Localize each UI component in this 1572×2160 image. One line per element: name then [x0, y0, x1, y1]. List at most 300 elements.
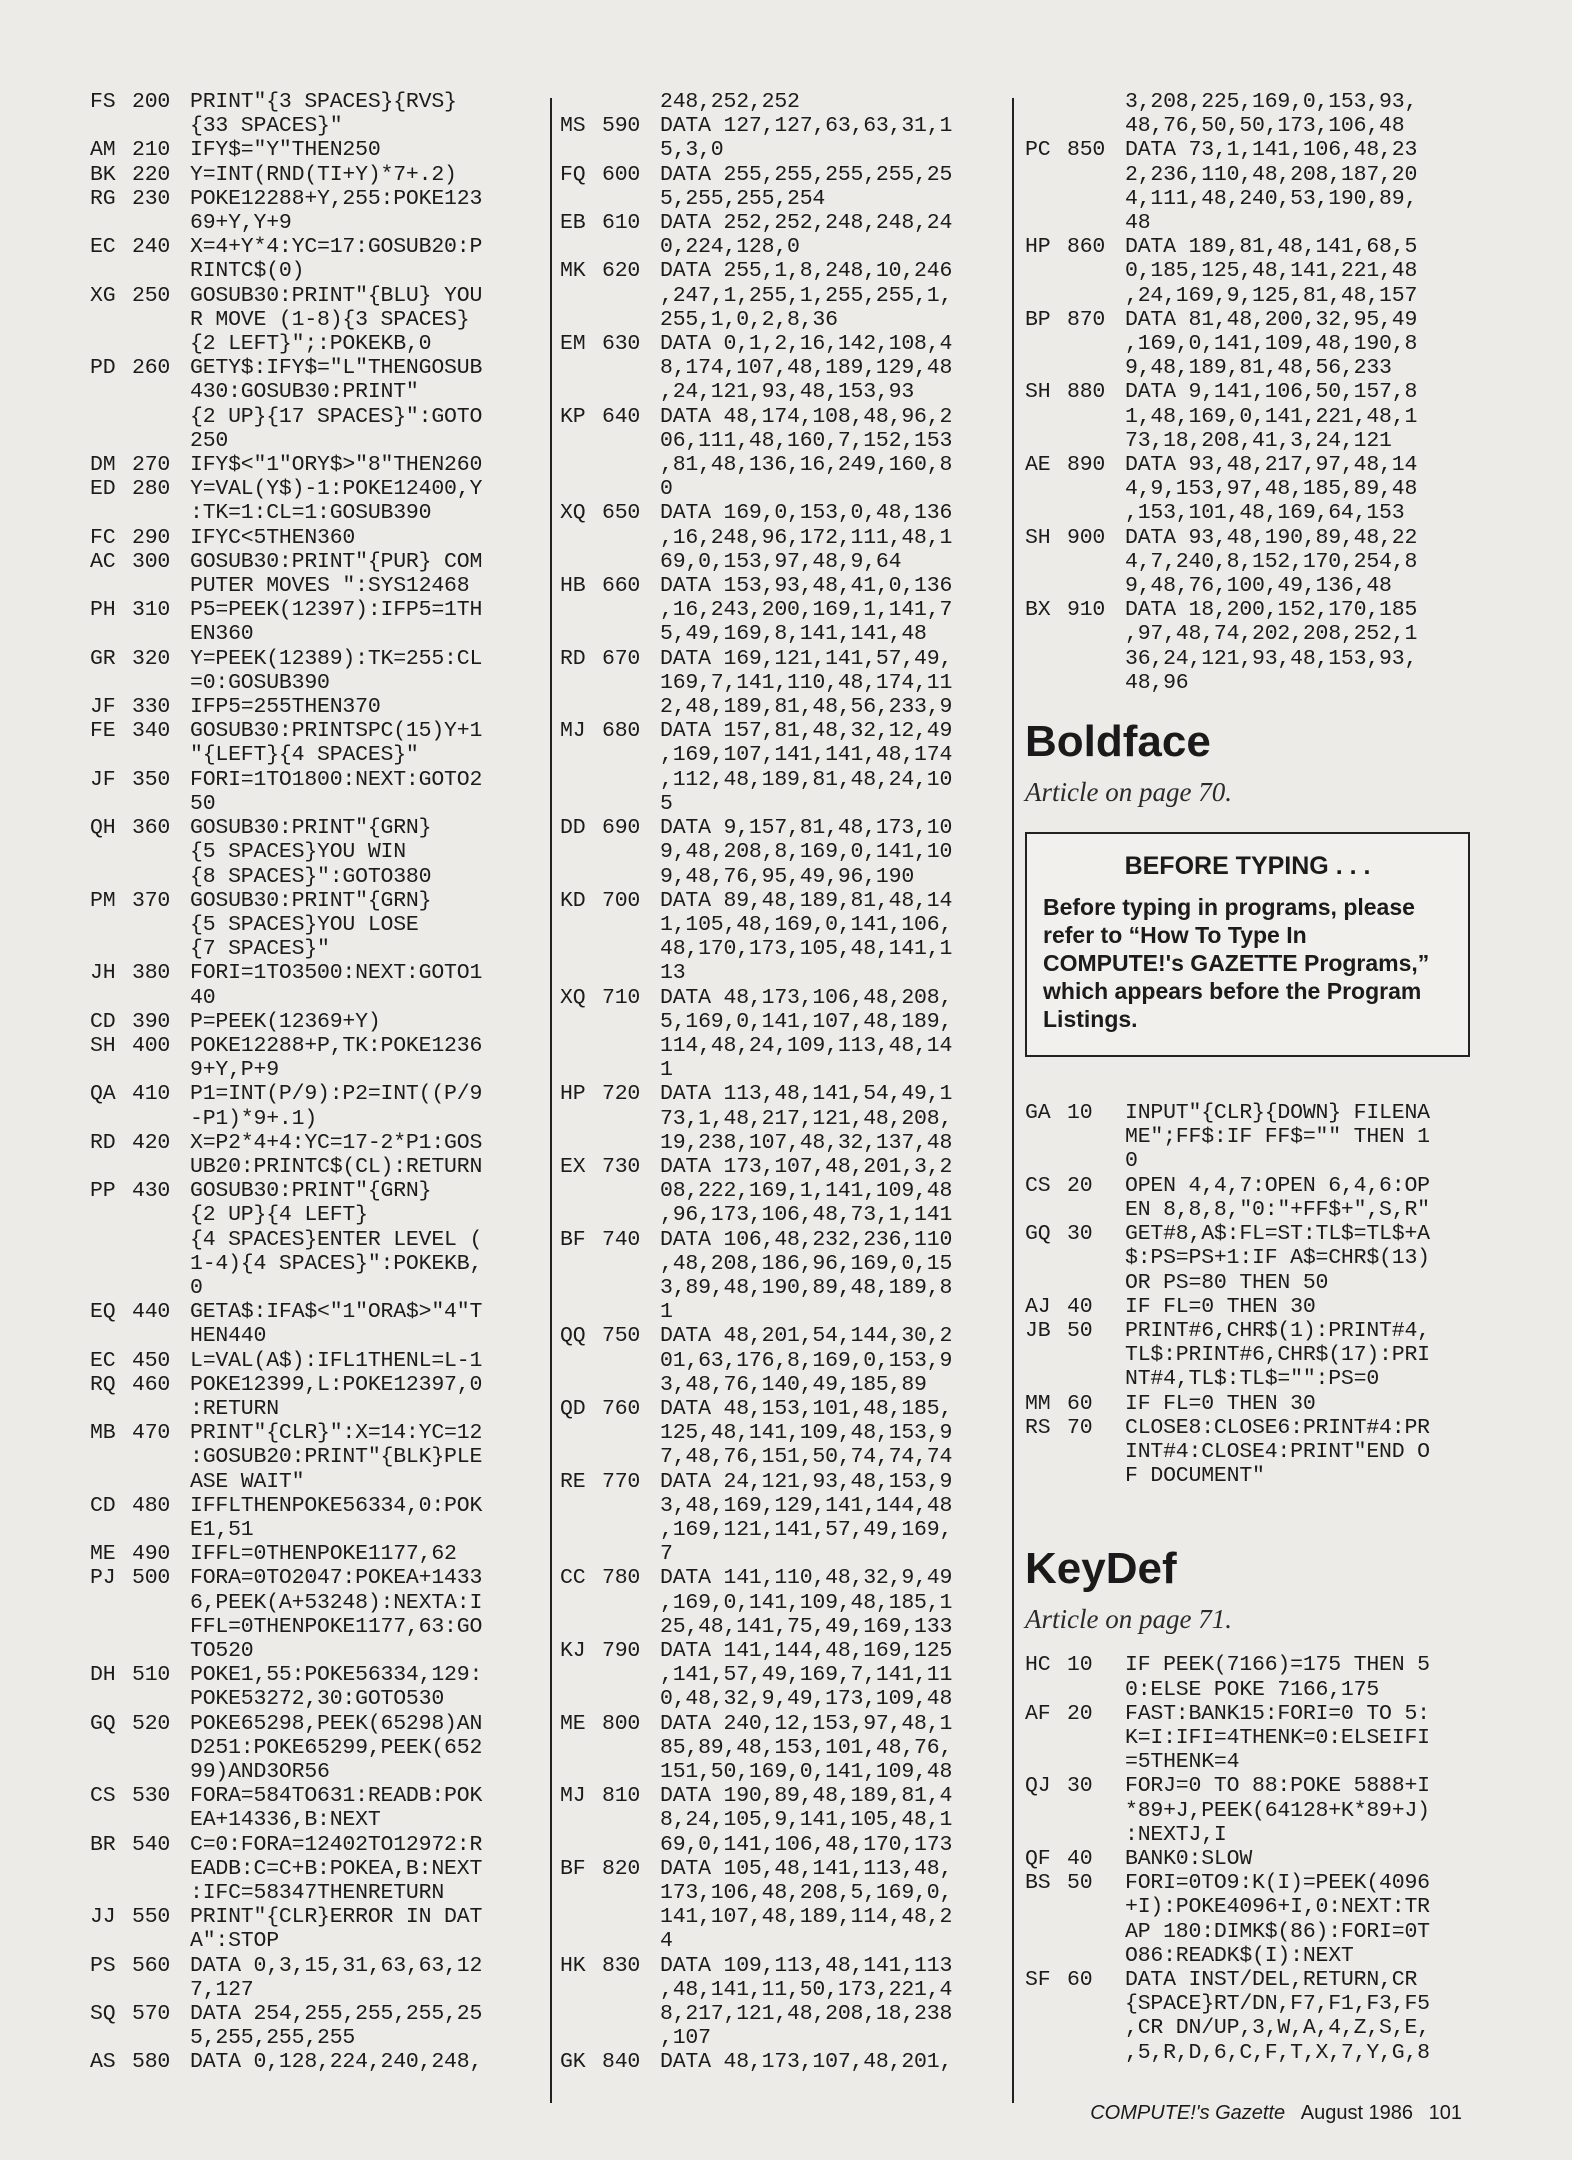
- checksum: [90, 1687, 132, 1711]
- code-line: [560, 1445, 1000, 1469]
- code-line: [1025, 1871, 1470, 1895]
- line-number: [602, 1905, 660, 1929]
- line-number: 30: [1067, 1774, 1093, 1799]
- checksum: HK: [560, 1953, 586, 1978]
- checksum: [1025, 1271, 1067, 1295]
- line-number: 640: [602, 404, 641, 429]
- line-number: [1067, 1149, 1125, 1173]
- code-line: [1025, 308, 1470, 332]
- checksum: QJ: [1025, 1774, 1051, 1799]
- code-line: [560, 1010, 1000, 1034]
- line-number: [602, 671, 660, 695]
- code-line: [1025, 1726, 1470, 1750]
- code-line: [90, 671, 545, 695]
- code-line: [90, 284, 545, 308]
- line-number: [1067, 671, 1125, 695]
- code-line: [560, 380, 1000, 404]
- line-number: [602, 526, 660, 550]
- line-number: [1067, 2016, 1125, 2040]
- line-number: [1067, 1678, 1125, 1702]
- code-line: [90, 719, 545, 743]
- code-line: [1025, 1222, 1470, 1246]
- code-line: [90, 356, 545, 380]
- code-text: ,96,173,106,48,73,1,141: [660, 1203, 953, 1228]
- code-line: [90, 1954, 545, 1978]
- line-number: [132, 1107, 190, 1131]
- code-line: [1025, 671, 1470, 695]
- code-text: IFP5=255THEN370: [190, 695, 381, 720]
- checksum: QA: [90, 1082, 116, 1107]
- line-number: [132, 1203, 190, 1227]
- line-number: 480: [132, 1493, 171, 1518]
- code-line: [560, 986, 1000, 1010]
- checksum: PP: [90, 1179, 116, 1204]
- code-text: 141,107,48,189,114,48,2: [660, 1905, 953, 1930]
- checksum: [560, 1808, 602, 1832]
- code-text: IFFLTHENPOKE56334,0:POK: [190, 1493, 483, 1518]
- code-line: [1025, 429, 1470, 453]
- checksum: RD: [560, 646, 586, 671]
- code-text: ,153,101,48,169,64,153: [1125, 501, 1405, 526]
- checksum: JB: [1025, 1318, 1051, 1343]
- line-number: [602, 1276, 660, 1300]
- code-text: 40: [190, 985, 216, 1010]
- line-number: 520: [132, 1711, 171, 1736]
- checksum: AM: [90, 138, 116, 163]
- code-line: [90, 1349, 545, 1373]
- code-line: [90, 1228, 545, 1252]
- checksum: [1025, 1944, 1067, 1968]
- code-text: 08,222,169,1,141,109,48: [660, 1179, 953, 1204]
- line-number: [132, 501, 190, 525]
- checksum: [90, 1252, 132, 1276]
- line-number: [602, 913, 660, 937]
- code-line: [560, 695, 1000, 719]
- line-number: 30: [1067, 1222, 1093, 1247]
- code-line: [90, 1179, 545, 1203]
- checksum: [1025, 356, 1067, 380]
- line-number: [132, 1615, 190, 1639]
- checksum: [560, 695, 602, 719]
- code-line: [560, 1542, 1000, 1566]
- code-line: [90, 1373, 545, 1397]
- line-number: [1067, 477, 1125, 501]
- checksum: [1025, 1246, 1067, 1270]
- checksum: [1025, 259, 1067, 283]
- line-number: 800: [602, 1711, 641, 1736]
- code-text: IFY$="Y"THEN250: [190, 138, 381, 163]
- line-number: [602, 1881, 660, 1905]
- checksum: EC: [90, 235, 116, 260]
- checksum: EM: [560, 332, 586, 357]
- line-number: [602, 1034, 660, 1058]
- code-text: =0:GOSUB390: [190, 670, 330, 695]
- code-text: EN 8,8,8,"0:"+FF$+",S,R": [1125, 1197, 1430, 1222]
- code-text: {2 LEFT}";:POKEKB,0: [190, 332, 432, 357]
- code-line: [560, 1373, 1000, 1397]
- code-text: 73,1,48,217,121,48,208,: [660, 1106, 953, 1131]
- code-text: DATA 173,107,48,201,3,2: [660, 1154, 953, 1179]
- checksum: DM: [90, 453, 116, 478]
- code-line: [560, 90, 1000, 114]
- code-line: [90, 1881, 545, 1905]
- code-text: 2,48,189,81,48,56,233,9: [660, 695, 953, 720]
- checksum: [90, 937, 132, 961]
- code-text: Y=PEEK(12389):TK=255:CL: [190, 646, 483, 671]
- line-number: [602, 1373, 660, 1397]
- code-text: 151,50,169,0,141,109,48: [660, 1760, 953, 1785]
- code-line: [560, 816, 1000, 840]
- code-text: 1: [660, 1058, 673, 1083]
- line-number: [602, 1929, 660, 1953]
- line-number: [1067, 1823, 1125, 1847]
- code-text: GETA$:IFA$<"1"ORA$>"4"T: [190, 1300, 483, 1325]
- code-text: "{LEFT}{4 SPACES}": [190, 743, 419, 768]
- checksum: SH: [1025, 380, 1051, 405]
- line-number: [1067, 405, 1125, 429]
- code-text: OR PS=80 THEN 50: [1125, 1270, 1329, 1295]
- line-number: 560: [132, 1953, 171, 1978]
- code-text: -P1)*9+.1): [190, 1106, 318, 1131]
- line-number: 250: [132, 283, 171, 308]
- code-text: HEN440: [190, 1324, 267, 1349]
- code-text: INPUT"{CLR}{DOWN} FILENA: [1125, 1101, 1430, 1126]
- checksum: [1025, 501, 1067, 525]
- line-number: 860: [1067, 235, 1106, 260]
- line-number: [132, 2026, 190, 2050]
- line-number: [1067, 1895, 1125, 1919]
- checksum: SF: [1025, 1967, 1051, 1992]
- line-number: 850: [1067, 138, 1106, 163]
- line-number: [1067, 114, 1125, 138]
- checksum: [90, 840, 132, 864]
- checksum: MM: [1025, 1391, 1051, 1416]
- checksum: [90, 1324, 132, 1348]
- checksum: [1025, 2016, 1067, 2040]
- code-line: [90, 865, 545, 889]
- line-number: 310: [132, 598, 171, 623]
- code-line: [560, 1954, 1000, 1978]
- line-number: [602, 235, 660, 259]
- code-text: TL$:PRINT#6,CHR$(17):PRI: [1125, 1343, 1430, 1368]
- code-line: [90, 308, 545, 332]
- code-line: [90, 1470, 545, 1494]
- code-text: DATA 0,3,15,31,63,63,12: [190, 1953, 483, 1978]
- code-line: [90, 1010, 545, 1034]
- code-line: [90, 1494, 545, 1518]
- code-line: [560, 114, 1000, 138]
- checksum: [90, 622, 132, 646]
- line-number: 210: [132, 138, 171, 163]
- code-line: [560, 574, 1000, 598]
- line-number: [602, 743, 660, 767]
- code-line: [560, 647, 1000, 671]
- code-line: [560, 622, 1000, 646]
- line-number: [602, 2002, 660, 2026]
- line-number: [602, 1833, 660, 1857]
- code-text: FORJ=0 TO 88:POKE 5888+I: [1125, 1774, 1430, 1799]
- line-number: 20: [1067, 1173, 1093, 1198]
- code-text: DATA 48,173,107,48,201,: [660, 2050, 953, 2075]
- code-line: [1025, 1944, 1470, 1968]
- code-text: ,141,57,49,169,7,141,11: [660, 1663, 953, 1688]
- code-text: 69,0,153,97,48,9,64: [660, 549, 902, 574]
- code-text: ,CR DN/UP,3,W,A,4,Z,S,E,: [1125, 2016, 1430, 2041]
- code-text: 8,24,105,9,141,105,48,1: [660, 1808, 953, 1833]
- line-number: 40: [1067, 1846, 1093, 1871]
- code-line: [560, 405, 1000, 429]
- code-text: DATA 9,141,106,50,157,8: [1125, 380, 1418, 405]
- code-line: [90, 792, 545, 816]
- checksum: [1025, 1367, 1067, 1391]
- checksum: [560, 453, 602, 477]
- line-number: [602, 1252, 660, 1276]
- code-line: [560, 1663, 1000, 1687]
- checksum: FE: [90, 719, 116, 744]
- code-text: 06,111,48,160,7,152,153: [660, 428, 953, 453]
- line-number: 450: [132, 1348, 171, 1373]
- code-line: [560, 453, 1000, 477]
- line-number: [602, 429, 660, 453]
- code-line: [90, 259, 545, 283]
- code-line: [560, 138, 1000, 162]
- checksum: [90, 1808, 132, 1832]
- line-number: [132, 622, 190, 646]
- code-text: {2 UP}{17 SPACES}":GOTO: [190, 404, 483, 429]
- checksum: XQ: [560, 501, 586, 526]
- code-text: DATA 9,157,81,48,173,10: [660, 816, 953, 841]
- code-line: [90, 622, 545, 646]
- checksum: [90, 1107, 132, 1131]
- code-line: [1025, 1992, 1470, 2016]
- checksum: [90, 380, 132, 404]
- code-text: DATA 0,1,2,16,142,108,4: [660, 332, 953, 357]
- code-line: [560, 332, 1000, 356]
- checksum: HP: [560, 1082, 586, 1107]
- line-number: [1067, 501, 1125, 525]
- checksum: [90, 986, 132, 1010]
- code-text: 5,169,0,141,107,48,189,: [660, 1009, 953, 1034]
- code-line: [90, 961, 545, 985]
- code-text: EA+14336,B:NEXT: [190, 1808, 381, 1833]
- line-number: 740: [602, 1227, 641, 1252]
- code-line: [90, 1082, 545, 1106]
- code-line: [90, 235, 545, 259]
- code-line: [90, 429, 545, 453]
- listing-column-1: [90, 90, 545, 2075]
- checksum: [560, 1881, 602, 1905]
- line-number: [132, 1639, 190, 1663]
- code-text: 114,48,24,109,113,48,14: [660, 1033, 953, 1058]
- code-line: [560, 1784, 1000, 1808]
- code-line: [560, 1808, 1000, 1832]
- listing-column-2: [560, 90, 1000, 2075]
- code-text: DATA 106,48,232,236,110: [660, 1227, 953, 1252]
- code-line: [90, 138, 545, 162]
- checksum: [1025, 1464, 1067, 1488]
- checksum: [560, 1421, 602, 1445]
- line-number: 370: [132, 888, 171, 913]
- code-line: [1025, 138, 1470, 162]
- code-line: [1025, 1343, 1470, 1367]
- checksum: [560, 1058, 602, 1082]
- checksum: [90, 865, 132, 889]
- line-number: 420: [132, 1130, 171, 1155]
- keydef-article-ref: Article on page 71.: [1025, 1604, 1232, 1635]
- code-line: [560, 1300, 1000, 1324]
- checksum: CD: [90, 1009, 116, 1034]
- checksum: ME: [90, 1542, 116, 1567]
- line-number: [132, 405, 190, 429]
- code-line: [1025, 1750, 1470, 1774]
- checksum: [560, 1494, 602, 1518]
- code-text: :IFC=58347THENRETURN: [190, 1881, 445, 1906]
- code-text: Y=VAL(Y$)-1:POKE12400,Y: [190, 477, 483, 502]
- line-number: [602, 1058, 660, 1082]
- line-number: 780: [602, 1566, 641, 1591]
- code-line: [560, 1034, 1000, 1058]
- line-number: [1067, 1246, 1125, 1270]
- checksum: [560, 1203, 602, 1227]
- code-line: [90, 501, 545, 525]
- checksum: [90, 1203, 132, 1227]
- line-number: 690: [602, 816, 641, 841]
- code-line: [90, 1566, 545, 1590]
- line-number: [602, 1591, 660, 1615]
- code-line: [90, 1808, 545, 1832]
- line-number: [1067, 1920, 1125, 1944]
- checksum: BF: [560, 1856, 586, 1881]
- checksum: [560, 1445, 602, 1469]
- code-text: 1,105,48,169,0,141,106,: [660, 912, 953, 937]
- code-text: +I):POKE4096+I,0:NEXT:TR: [1125, 1895, 1430, 1920]
- checksum: [560, 1179, 602, 1203]
- code-line: [1025, 1149, 1470, 1173]
- line-number: 50: [1067, 1871, 1093, 1896]
- line-number: [602, 138, 660, 162]
- checksum: [90, 429, 132, 453]
- checksum: [90, 1228, 132, 1252]
- code-line: [90, 913, 545, 937]
- code-text: POKE12288+Y,255:POKE123: [190, 186, 483, 211]
- code-line: [1025, 1319, 1470, 1343]
- checksum: [1025, 332, 1067, 356]
- checksum: [90, 1155, 132, 1179]
- listing-column-3: [1025, 90, 1470, 2065]
- code-line: [90, 2026, 545, 2050]
- code-text: 255,1,0,2,8,36: [660, 307, 838, 332]
- line-number: [602, 1760, 660, 1784]
- line-number: [602, 550, 660, 574]
- line-number: 340: [132, 719, 171, 744]
- line-number: [1067, 90, 1125, 114]
- line-number: [602, 865, 660, 889]
- column-divider: [550, 98, 552, 2103]
- code-text: 19,238,107,48,32,137,48: [660, 1130, 953, 1155]
- line-number: [132, 1978, 190, 2002]
- code-line: [1025, 1246, 1470, 1270]
- code-line: [560, 235, 1000, 259]
- code-text: FORI=1TO1800:NEXT:GOTO2: [190, 767, 483, 792]
- code-line: [1025, 114, 1470, 138]
- column-divider: [1012, 98, 1014, 2103]
- code-line: [90, 453, 545, 477]
- code-text: CLOSE8:CLOSE6:PRINT#4:PR: [1125, 1415, 1430, 1440]
- line-number: [602, 1349, 660, 1373]
- code-text: PRINT"{CLR}ERROR IN DAT: [190, 1905, 483, 1930]
- code-text: DATA 48,173,106,48,208,: [660, 985, 953, 1010]
- code-line: [90, 211, 545, 235]
- code-line: [560, 865, 1000, 889]
- code-line: [90, 695, 545, 719]
- checksum: [560, 1905, 602, 1929]
- line-number: [602, 937, 660, 961]
- code-line: [90, 1276, 545, 1300]
- checksum: MB: [90, 1421, 116, 1446]
- line-number: [602, 380, 660, 404]
- code-line: [1025, 163, 1470, 187]
- code-line: [1025, 187, 1470, 211]
- checksum: [90, 1978, 132, 2002]
- checksum: BR: [90, 1832, 116, 1857]
- checksum: [90, 114, 132, 138]
- code-line: [1025, 598, 1470, 622]
- code-text: 36,24,121,93,48,153,93,: [1125, 646, 1418, 671]
- checksum: [1025, 429, 1067, 453]
- code-text: 99)AND3OR56: [190, 1760, 330, 1785]
- line-number: [132, 1760, 190, 1784]
- checksum: XQ: [560, 985, 586, 1010]
- checksum: [560, 865, 602, 889]
- line-number: [1067, 622, 1125, 646]
- code-line: [1025, 332, 1470, 356]
- code-line: [90, 405, 545, 429]
- line-number: [1067, 1198, 1125, 1222]
- code-line: [1025, 574, 1470, 598]
- checksum: [560, 356, 602, 380]
- checksum: JJ: [90, 1905, 116, 1930]
- line-number: [132, 259, 190, 283]
- code-text: 3,48,169,129,141,144,48: [660, 1493, 953, 1518]
- checksum: [560, 1010, 602, 1034]
- code-line: [560, 1687, 1000, 1711]
- page-number: 101: [1428, 2102, 1462, 2124]
- line-number: [1067, 356, 1125, 380]
- code-text: 5: [660, 791, 673, 816]
- checksum: FQ: [560, 162, 586, 187]
- checksum: [90, 574, 132, 598]
- code-line: [560, 1276, 1000, 1300]
- line-number: [1067, 2041, 1125, 2065]
- line-number: [1067, 211, 1125, 235]
- checksum: CC: [560, 1566, 586, 1591]
- code-text: DATA 255,255,255,255,25: [660, 162, 953, 187]
- code-text: {SPACE}RT/DN,F7,F1,F3,F5: [1125, 1992, 1430, 2017]
- code-text: DATA 48,174,108,48,96,2: [660, 404, 953, 429]
- code-text: ,247,1,255,1,255,255,1,: [660, 283, 953, 308]
- line-number: [602, 1615, 660, 1639]
- code-text: ,169,0,141,109,48,190,8: [1125, 332, 1418, 357]
- checksum: [90, 1397, 132, 1421]
- checksum: RE: [560, 1469, 586, 1494]
- line-number: 820: [602, 1856, 641, 1881]
- code-text: GOSUB30:PRINT"{GRN}: [190, 888, 432, 913]
- checksum: FC: [90, 525, 116, 550]
- line-number: 540: [132, 1832, 171, 1857]
- code-text: 5,255,255,254: [660, 186, 826, 211]
- checksum: [560, 2002, 602, 2026]
- checksum: [1025, 1992, 1067, 2016]
